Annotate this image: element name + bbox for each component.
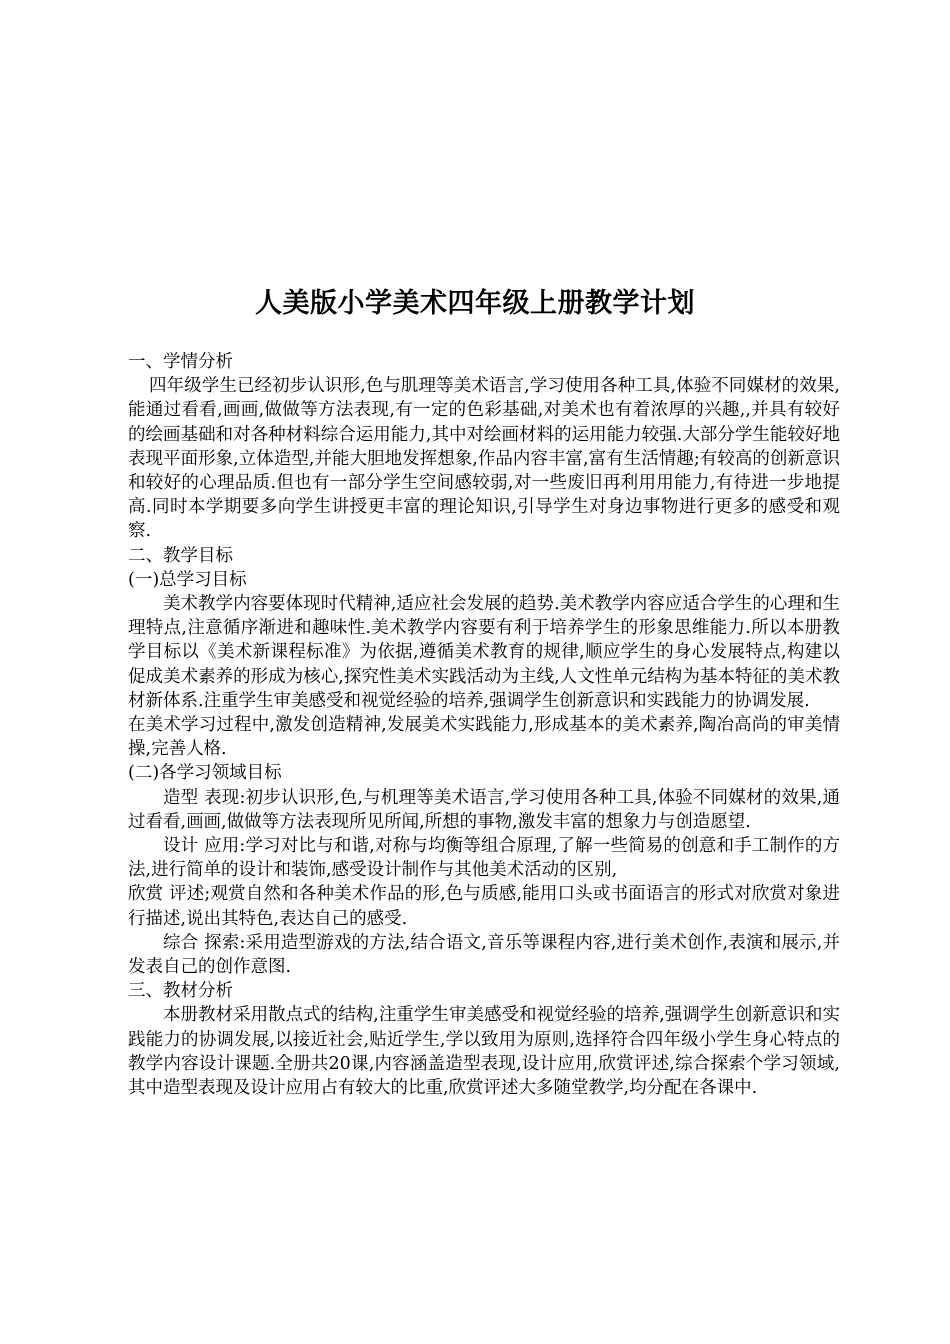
paragraph-appreciation-review: 欣赏 评述;观赏自然和各种美术作品的形,色与质感,能用口头或书面语言的形式对欣赏对象进行描述,说出其特色,表达自己的感受. [128, 884, 840, 929]
paragraph-comprehensive-exploration: 综合 探索:采用造型游戏的方法,结合语文,音乐等课程内容,进行美术创作,表演和展示,并发表自己的创作意图. [128, 932, 840, 978]
section-heading-textbook-analysis: 三、教材分析 [128, 981, 233, 1002]
document-body [128, 350, 840, 1100]
section-heading-learning-analysis: 一、学情分析 [128, 352, 233, 372]
paragraph-overall-goals: 美术教学内容要体现时代精神,适应社会发展的趋势.美术教学内容应适合学生的心理和生理特点,注意循序渐进和趣味性.美术教学内容要有利于培养学生的形象思维能力.所以本册教学目标以《美术新课程标准》为依据,遵循美术教育的规律,顺应学生的身心发展特点,构建以促成美术素养的形成为核心,探究性美术实践活动为主线,人文性单元结构为基本特征的美术教材新体系.注重学生审美感受和视觉经验的培养,强调学生创新意识和实践能力的协调发展. [128, 594, 840, 711]
paragraph-textbook-analysis: 本册教材采用散点式的结构,注重学生审美感受和视觉经验的培养,强调学生创新意识和实践能力的协调发展,以接近社会,贴近学生,学以致用为原则,选择符合四年级小学生身心特点的教学内容设计课题.全册共20课,内容涵盖造型表现,设计应用,欣赏评述,综合探索个学习领域,其中造型表现及设计应用占有较大的比重,欣赏评述大多随堂教学,均分配在各课中. [128, 1005, 840, 1099]
paragraph-learning-analysis: 四年级学生已经初步认识形,色与肌理等美术语言,学习使用各种工具,体验不同媒材的效果,能通过看看,画画,做做等方法表现,有一定的色彩基础,对美术也有着浓厚的兴趣,,并具有较好的绘画基础和对各种材料综合运用能力,其中对绘画材料的运用能力较强.大部分学生能较好地表现平面形象,立体造型,并能大胆地发挥想象,作品内容丰富,富有生活情趣;有较高的创新意识和较好的心理品质.但也有一部分学生空间感较弱,对一些废旧再利用用能力,有待进一步地提高.同时本学期要多向学生讲授更丰富的理论知识,引导学生对身边事物进行更多的感受和观察. [128, 376, 840, 542]
paragraph-design-application: 设计 应用:学习对比与和谐,对称与均衡等组合原理,了解一些简易的创意和手工制作的方法,进行简单的设计和装饰,感受设计制作与其他美术活动的区别, [128, 836, 840, 881]
section-heading-teaching-goals: 二、教学目标 [128, 545, 233, 566]
subsection-heading-overall-goals: (一)总学习目标 [128, 569, 247, 590]
subsection-heading-domain-goals: (二)各学习领域目标 [128, 763, 282, 784]
paragraph-modeling-expression: 造型 表现:初步认识形,色,与机理等美术语言,学习使用各种工具,体验不同媒材的效果,通过看看,画画,做做等方法表现所见所闻,所想的事物,激发丰富的想象力与创造愿望. [128, 787, 840, 832]
paragraph-overall-goals-2: 在美术学习过程中,激发创造精神,发展美术实践能力,形成基本的美术素养,陶冶高尚的审美情操,完善人格. [128, 715, 840, 760]
document-title: 人美版小学美术四年级上册教学计划 [255, 288, 695, 319]
